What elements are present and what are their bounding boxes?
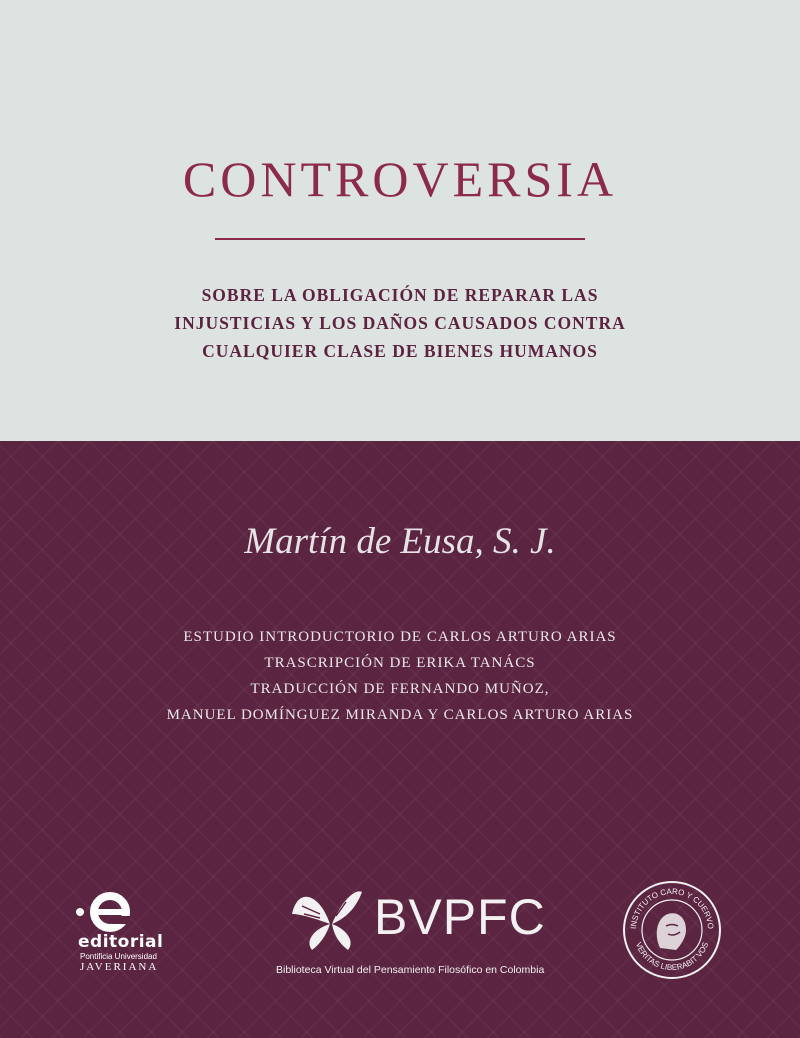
butterfly-icon: [290, 884, 370, 954]
instituto-caro-y-cuervo-seal: [622, 880, 722, 980]
seal-top-text: INSTITUTO CARO Y CUERVO: [629, 886, 716, 930]
editorial-name: editorial: [78, 932, 164, 952]
editorial-javeriana: JAVERIANA: [80, 961, 159, 973]
book-credits: [0, 624, 800, 728]
subtitle-line: CUALQUIER CLASE DE BIENES HUMANOS: [202, 341, 598, 361]
credit-line: ESTUDIO INTRODUCTORIO DE CARLOS ARTURO ARIAS: [183, 629, 617, 645]
bvpfc-tagline: Biblioteca Virtual del Pensamiento Filosófico en Colombia: [276, 964, 545, 976]
bvpfc-logo: [270, 880, 546, 980]
cover-top-panel: [0, 0, 800, 441]
book-author: Martín de Eusa, S. J.: [244, 521, 556, 562]
seal-bottom-text: VERITAS LIBERABIT VOS: [633, 940, 711, 973]
editorial-javeriana-logo: [74, 890, 174, 980]
bvpfc-name: BVPFC: [374, 889, 546, 945]
subtitle-line: SOBRE LA OBLIGACIÓN DE REPARAR LAS: [201, 285, 599, 305]
e-letter-icon: [74, 890, 154, 934]
credit-line: TRASCRIPCIÓN DE ERIKA TANÁCS: [264, 655, 536, 671]
subtitle-line: INJUSTICIAS Y LOS DAÑOS CAUSADOS CONTRA: [174, 313, 626, 333]
portrait-seal-icon: [622, 880, 722, 980]
credit-line: MANUEL DOMÍNGUEZ MIRANDA Y CARLOS ARTURO ARIAS: [166, 707, 634, 723]
editorial-university: Pontificia Universidad: [80, 952, 157, 961]
book-subtitle: [0, 281, 800, 365]
book-title: CONTROVERSIA: [182, 151, 618, 207]
credit-line: TRADUCCIÓN DE FERNANDO MUÑOZ,: [250, 681, 550, 697]
title-divider: [215, 238, 585, 240]
